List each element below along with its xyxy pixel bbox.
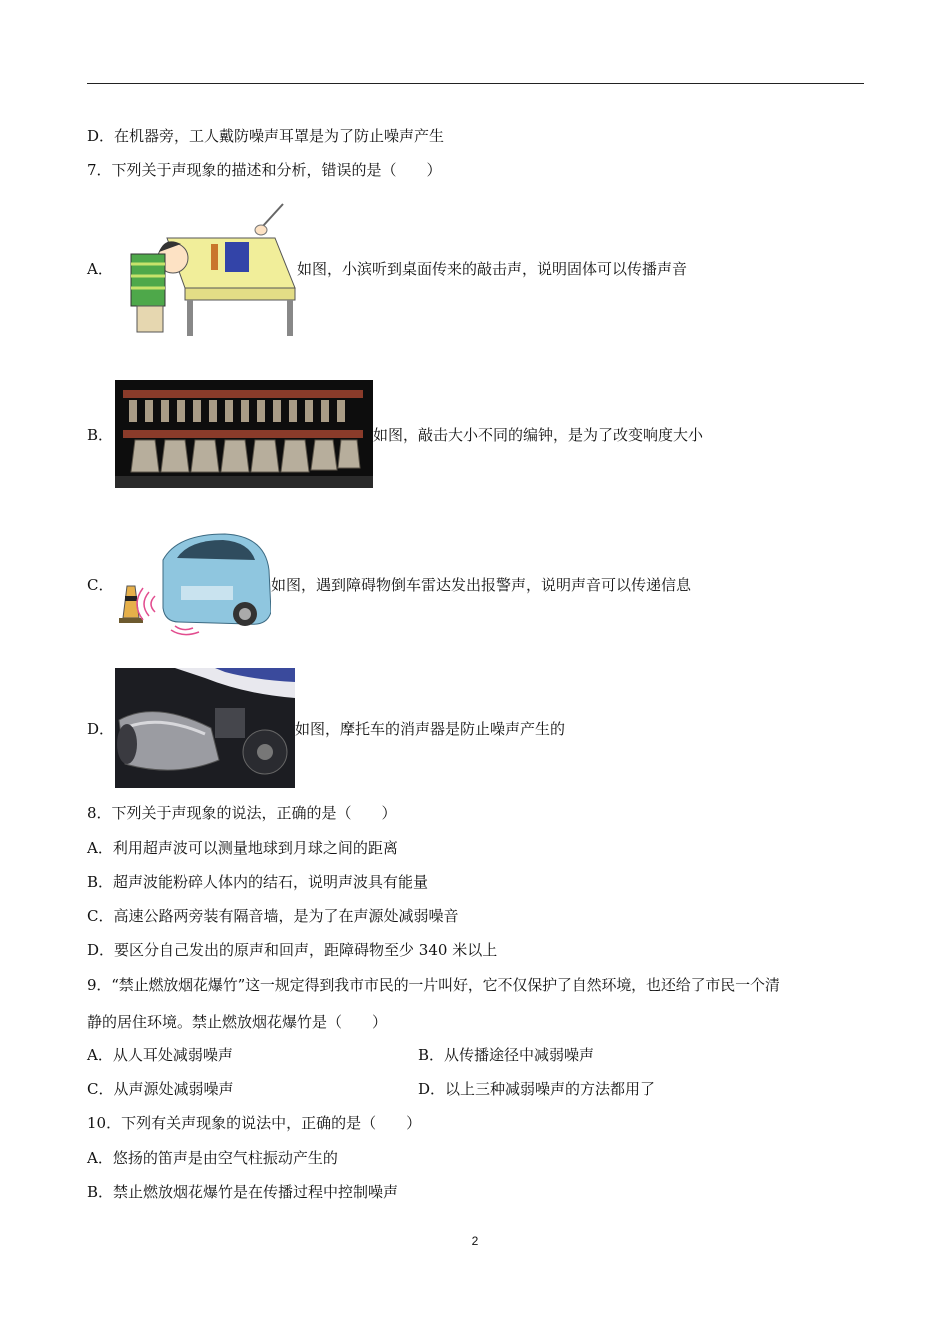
q10-option-b: B．禁止燃放烟花爆竹是在传播过程中控制噪声 xyxy=(87,1183,399,1201)
q9-option-b: B．从传播途径中减弱噪声 xyxy=(418,1046,595,1064)
option-letter: B． xyxy=(87,425,114,444)
q7-option-d xyxy=(87,668,565,788)
q10-option-a: A．悠扬的笛声是由空气柱振动产生的 xyxy=(87,1149,338,1167)
option-text: 如图，小滨听到桌面传来的敲击声，说明固体可以传播声音 xyxy=(297,259,688,278)
header-rule xyxy=(87,83,864,84)
bianzhong-bells-photo xyxy=(115,380,373,488)
student-desk-illustration xyxy=(115,196,297,340)
q7-option-c xyxy=(87,530,691,638)
option-letter: A． xyxy=(87,259,113,278)
option-text: 如图，遇到障碍物倒车雷达发出报警声，说明声音可以传递信息 xyxy=(271,575,692,594)
option-letter: C． xyxy=(87,575,114,594)
option-text: 如图，敲击大小不同的编钟，是为了改变响度大小 xyxy=(373,425,704,444)
option-letter: D． xyxy=(87,719,115,738)
q8-option-a: A．利用超声波可以测量地球到月球之间的距离 xyxy=(87,839,398,857)
page-number: 2 xyxy=(471,1234,479,1248)
q8-option-c: C．高速公路两旁装有隔音墙，是为了在声源处减弱噪音 xyxy=(87,907,459,925)
q9-option-c: C．从声源处减弱噪声 xyxy=(87,1080,234,1098)
q7-option-a xyxy=(87,196,687,340)
q6-option-d: D．在机器旁，工人戴防噪声耳罩是为了防止噪声产生 xyxy=(87,127,445,145)
q9-option-d: D．以上三种减弱噪声的方法都用了 xyxy=(418,1080,656,1098)
q8-option-b: B．超声波能粉碎人体内的结石，说明声波具有能量 xyxy=(87,873,429,891)
q9-stem-line1: 9．“禁止燃放烟花爆竹”这一规定得到我市市民的一片叫好，它不仅保护了自然环境，也还给了市民一个清 xyxy=(87,976,780,994)
option-text: 如图，摩托车的消声器是防止噪声产生的 xyxy=(295,719,566,738)
q8-option-d: D．要区分自己发出的原声和回声，距障碍物至少 340 米以上 xyxy=(87,941,498,959)
q8-stem: 8．下列关于声现象的说法，正确的是（ ） xyxy=(87,804,397,822)
motorcycle-muffler-photo xyxy=(115,668,295,788)
q10-stem: 10．下列有关声现象的说法中，正确的是（ ） xyxy=(87,1114,422,1132)
q9-stem-line2: 静的居住环境。禁止燃放烟花爆竹是（ ） xyxy=(87,1013,388,1031)
car-reverse-radar-illustration xyxy=(115,530,271,638)
q7-option-b xyxy=(87,380,703,488)
q7-stem: 7．下列关于声现象的描述和分析，错误的是（ ） xyxy=(87,161,442,179)
q9-option-a: A．从人耳处减弱噪声 xyxy=(87,1046,233,1064)
